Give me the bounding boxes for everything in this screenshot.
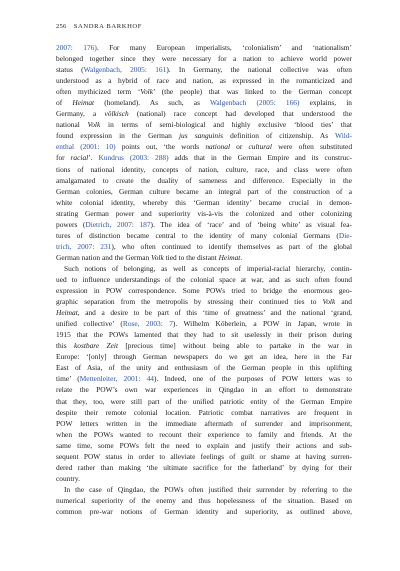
- text-run: ). In Germany, the national collective was often: [166, 65, 352, 75]
- citation-link[interactable]: Mettenleiter, 2001: 44: [79, 374, 154, 384]
- citation-link[interactable]: Wild-: [335, 131, 352, 141]
- text-line: [56, 506, 352, 517]
- running-head-author: SANDRA BARKHOF: [73, 23, 143, 30]
- text-run: (homeland). As such, as: [94, 98, 210, 108]
- text-run: 1915 that the POWs lamented that they had to sit uselessly in their prison during: [56, 330, 352, 340]
- text-line: [56, 42, 352, 53]
- text-line: [56, 197, 352, 208]
- text-line: [56, 175, 352, 186]
- text-line: [56, 495, 352, 506]
- page-number: 256: [56, 23, 67, 30]
- text-line: [56, 384, 352, 395]
- text-run: In the case of Qingdao, the POWs often justified their surrender by referring to the: [64, 484, 352, 494]
- italic-term: racial: [70, 153, 89, 163]
- text-run: expression in POW correspondence. Some POWs tried to bridge the enormous geo-: [56, 286, 352, 296]
- text-line: [56, 130, 352, 141]
- text-run: POW letters written in the immediate aftermath of surrender and imprisonment,: [56, 418, 352, 428]
- text-run: time’ (: [56, 374, 80, 384]
- citation-link[interactable]: 2007: 176): [56, 43, 97, 52]
- text-line: [56, 440, 352, 451]
- text-line: [56, 241, 352, 252]
- text-run: German colonies, German culture became an integral part of the construction of a: [56, 186, 352, 196]
- citation-link[interactable]: Die-: [338, 230, 352, 240]
- italic-term: Heimat: [218, 252, 241, 262]
- text-run: or: [230, 142, 249, 152]
- text-line: [56, 373, 352, 384]
- citation-link[interactable]: enthal (2001: 10): [56, 142, 116, 152]
- text-run: despite their remote colonial location. Patriotic combat narratives are frequent in: [56, 407, 352, 417]
- text-run: ’ (the people) that was linked to the German concept: [153, 87, 352, 97]
- text-run: (national) race concept had developed that understood the: [128, 109, 352, 119]
- italic-term: jus sanguinis: [178, 131, 224, 141]
- text-line: [56, 462, 352, 473]
- text-run: adds that in the German Empire and its construc-: [168, 153, 352, 163]
- text-run: ). The idea of ‘race’ and of ‘being white’ as visual fea-: [150, 219, 352, 229]
- running-header: [56, 23, 142, 30]
- citation-link[interactable]: Walgenbach, 2005: 161: [83, 65, 167, 75]
- italic-term: Volk: [151, 252, 164, 262]
- citation-link[interactable]: Walgenbach (2005: 166): [209, 98, 300, 108]
- text-run: this: [56, 341, 74, 351]
- text-run: tied to the distant: [163, 252, 219, 262]
- text-line: [56, 186, 352, 197]
- italic-term: Heimat: [72, 98, 95, 108]
- text-run: strating German power and superiority vis-à-vis the colonized and other colonizing: [56, 208, 352, 218]
- text-run: when the POWs wanted to recount their experience to family and friends. At the: [56, 429, 352, 439]
- text-run: ’.: [88, 153, 99, 163]
- text-run: country.: [56, 473, 80, 483]
- italic-term: kostbare Zeit: [74, 341, 118, 351]
- text-run: found expression in the German: [56, 131, 179, 141]
- text-run: and: [335, 297, 352, 307]
- text-line: [56, 351, 352, 362]
- text-run: [precious time] without being able to partake in the war in: [118, 341, 352, 351]
- italic-term: Volk: [322, 297, 336, 307]
- italic-term: Volk: [87, 120, 101, 130]
- text-run: often mythicized term ‘: [56, 87, 141, 97]
- text-run: German nation and the German: [56, 252, 152, 262]
- text-line: [56, 152, 352, 163]
- text-line: [56, 263, 352, 274]
- text-run: . For many European imperialists, ‘colonialism’ and ‘nationalism’: [96, 43, 352, 52]
- text-run: tions of national identity, concepts of nation, culture, race, and class were often: [56, 164, 352, 174]
- text-run: white colonial identity, whereby this ‘German identity’ became crucial in demon-: [56, 197, 352, 207]
- text-run: numerical superiority of the enemy and thus hopelessness of the situation. Based on: [56, 495, 352, 505]
- text-run: sequent POW status in order to alleviate feelings of guilt or shame at having surren-: [56, 451, 352, 461]
- citation-link[interactable]: Rose, 2003: 7: [122, 319, 173, 329]
- text-run: ). Wilhelm Köberlein, a POW in Japan, wrote in: [172, 319, 352, 329]
- text-line: [56, 86, 352, 97]
- text-run: Such notions of belonging, as well as concepts of imperial-racial hierarchy, contin-: [64, 263, 352, 273]
- text-line: [56, 252, 352, 263]
- text-run: definition of citizenship. As: [223, 131, 336, 141]
- text-line: [56, 307, 352, 318]
- text-run: common pre-war notions of German identity and superiority, as outlined above,: [56, 506, 352, 516]
- text-run: for: [56, 153, 71, 163]
- text-line: [56, 429, 352, 440]
- text-line: [56, 64, 352, 75]
- text-run: relate the POW’s own war experiences in Qingdao in an effort to demonstrate: [56, 385, 352, 395]
- text-line: [56, 53, 352, 64]
- italic-term: Heimat: [56, 308, 78, 318]
- text-run: Europe: ‘[only] through German newspapers do we get an idea, here in the Far: [56, 352, 352, 362]
- text-run: that they, too, were still part of the unified patriotic entity of the German Empire: [56, 396, 352, 406]
- text-run: were often substituted: [271, 142, 352, 152]
- text-line: [56, 97, 352, 108]
- text-run: amalgamated to create the duality of sameness and difference. Especially in the: [56, 175, 352, 185]
- text-line: [56, 407, 352, 418]
- text-run: understood as a hybrid of race and nation, as expressed in the romanticized and: [56, 76, 352, 86]
- text-line: [56, 473, 352, 484]
- text-line: [56, 119, 352, 130]
- citation-link[interactable]: Kundrus (2003: 288): [98, 153, 169, 163]
- text-line: [56, 230, 352, 241]
- text-run: unified collective’ (: [56, 319, 123, 329]
- text-line: [56, 75, 352, 86]
- italic-term: cultural: [248, 142, 272, 152]
- text-line: [56, 396, 352, 407]
- text-run: East of Asia, of the unity and enthusiasm of the German people in this uplifting: [56, 363, 352, 373]
- text-line: [56, 208, 352, 219]
- text-run: dered rather than making ‘the ultimate sacrifice for the fatherland’ by dying for their: [56, 462, 352, 472]
- text-line: [56, 285, 352, 296]
- text-run: points out, ‘the words: [115, 142, 206, 152]
- text-line: [56, 318, 352, 329]
- text-run: ), who often continued to identify themselves as part of the global: [111, 241, 352, 251]
- text-run: ). Indeed, one of the purposes of POW letters was to: [153, 374, 352, 384]
- text-line: [56, 340, 352, 351]
- italic-term: Volk: [140, 87, 154, 97]
- text-run: graphic separation from the metropolis by stressing their continued ties to: [56, 297, 323, 307]
- text-line: [56, 141, 352, 152]
- text-line: [56, 164, 352, 175]
- text-run: explains, in: [299, 98, 352, 108]
- text-line: [56, 329, 352, 340]
- text-run: of: [56, 98, 73, 108]
- text-run: in terms of semi-biological and highly exclusive ‘blood ties’ that: [100, 120, 352, 130]
- citation-link[interactable]: Dietrich, 2007: 187: [85, 219, 151, 229]
- text-run: status (: [56, 65, 84, 75]
- text-run: Germany, a: [56, 109, 105, 119]
- text-run: tures of distinction became central to the identity of many colonial Germans (: [56, 230, 339, 240]
- body-text: [56, 42, 352, 517]
- text-line: [56, 219, 352, 230]
- text-line: [56, 296, 352, 307]
- text-run: belonged together since they were necessary for a nation to achieve world power: [56, 54, 352, 64]
- text-line: [56, 362, 352, 373]
- text-run: , and a desire to be part of this ‘time of greatness’ and the national ‘grand,: [77, 308, 352, 318]
- text-line: [56, 274, 352, 285]
- text-run: ued to influence understandings of the colonial space at war, and as such often found: [56, 274, 352, 284]
- text-run: powers (: [56, 219, 86, 229]
- italic-term: national: [205, 142, 230, 152]
- text-run: same time, some POWs felt the need to explain and justify their actions and sub-: [56, 440, 352, 450]
- text-line: [56, 451, 352, 462]
- text-run: .: [240, 252, 243, 262]
- text-line: [56, 418, 352, 429]
- text-line: [56, 108, 352, 119]
- text-run: national: [56, 120, 88, 130]
- citation-link[interactable]: trich, 2007: 231: [56, 241, 112, 251]
- italic-term: völkisch: [104, 109, 129, 119]
- text-line: [56, 484, 352, 495]
